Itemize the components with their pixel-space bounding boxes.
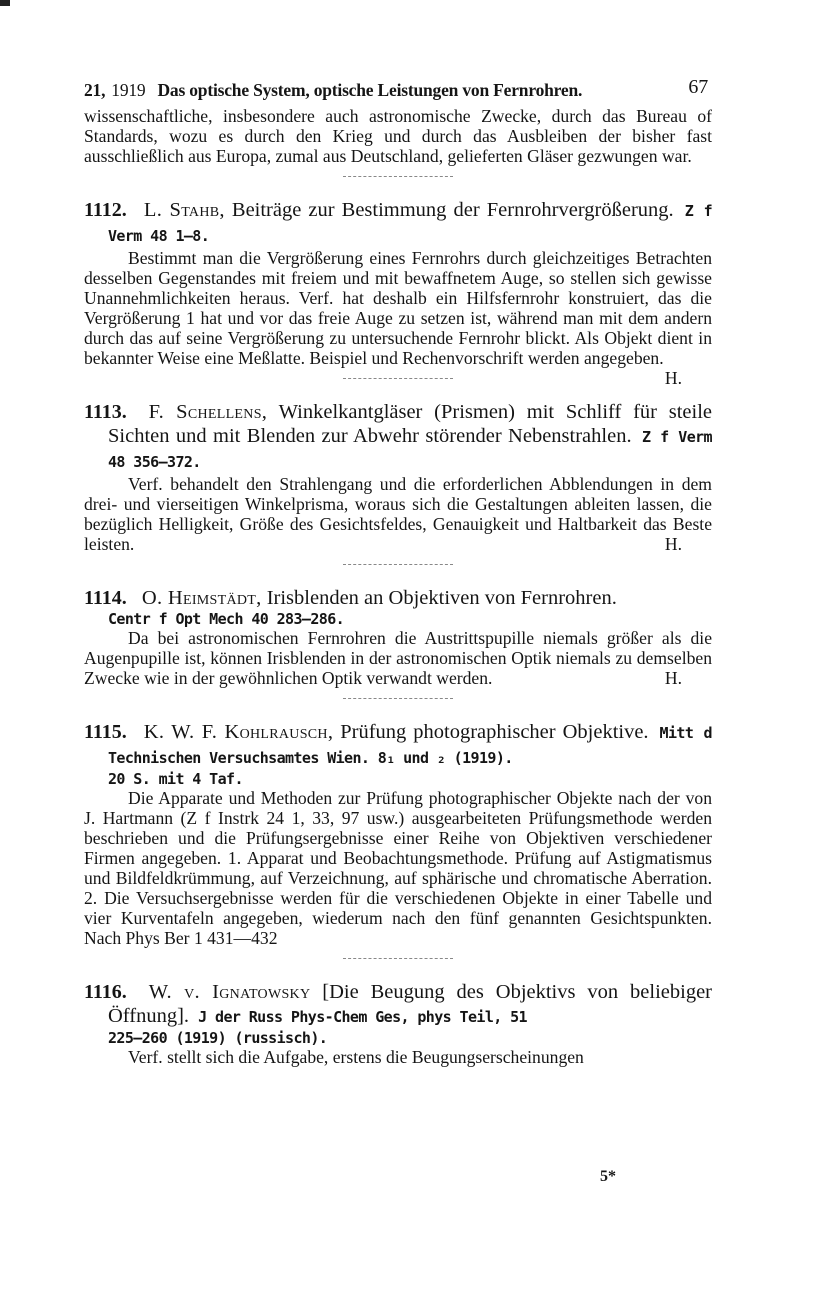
header-volume: 21, (84, 80, 106, 100)
running-header (84, 76, 712, 106)
section-divider (343, 698, 453, 700)
header-year: 1919 (111, 80, 146, 100)
header-left (84, 80, 582, 101)
entry-number: 1114. (84, 587, 127, 609)
entry-citation-extra: 225—260 (1919) (russisch). (108, 1029, 328, 1047)
intro-paragraph: wissenschaftliche, insbesondere auch astronomische Zwecke, durch das Bureau of Standards, wozu es durch den Krieg und durch das Ausbleiben der bisher fast ausschließlich aus Europa, zumal aus Deutschland, gelieferten Gläser gezwungen war. (84, 106, 712, 166)
entry-title: [Die Beugung des Objektivs von beliebiger Öffnung]. (108, 981, 712, 1027)
section-divider (343, 564, 453, 566)
entry-1112 (84, 198, 713, 388)
entry-body (84, 248, 712, 388)
entry-citation: Z f Verm 48 356—372. (108, 428, 712, 471)
entry-citation: J der Russ Phys-Chem Ges, phys Teil, 51 (198, 1008, 527, 1026)
entry-author: F. Schellens, (148, 401, 268, 423)
section-divider (343, 176, 453, 178)
entry-citation: Mitt d Technischen Versuchsamtes Wien. 8₁ und ₂ (1919). (108, 724, 712, 767)
entry-title: Winkelkantgläser (Prismen) mit Schliff für steile Sichten und mit Blenden zur Abwehr störender Nebenstrahlen. (108, 401, 712, 447)
entry-body-text: Verf. stellt sich die Aufgabe, erstens die Beugungserscheinungen (128, 1047, 584, 1067)
entry-author: L. Stahb, (143, 199, 225, 221)
section-divider (343, 378, 453, 380)
entry-author: O. Heimstädt, (141, 587, 262, 609)
entry-1115 (84, 720, 712, 960)
entry-body-text: Die Apparate und Methoden zur Prüfung photographischer Objekte nach der von J. Hartmann (Z f Instrk 24 1, 33, 97 usw.) ausgearbeiteten Prüfungsmethode werden beschrieben und die Prüfungsergebnisse einer Reihe von Objektiven verschiedener Firmen angegeben. 1. Apparat und Beobachtungsmethode. Prüfung auf Astigmatismus und Bildfeldkrümmung, auf Verzeichnung, auf sphärische und chromatische Aberration. 2. Die Versuchsergebnisse werden für die verschiedenen Objekte in einer Tabelle und vier Kurventafeln angegeben, wiederum nach den fünf genannten Gesichtspunkten. Nach Phys Ber 1 431—432 (84, 788, 712, 948)
section-divider (343, 958, 453, 960)
entry-body-text: Da bei astronomischen Fernrohren die Austrittspupille niemals größer als die Augenpupille ist, können Irisblenden in der astronomischen Optik niemals zu demselben Zwecke wie in der gewöhnlichen Optik verwandt werden. (84, 628, 712, 688)
entry-title: Beiträge zur Bestimmung der Fernrohrvergrößerung. (231, 199, 674, 221)
entry-1116 (84, 980, 712, 1067)
entry-1114 (84, 586, 712, 700)
entry-author: K. W. F. Kohlrausch, (143, 721, 334, 743)
entry-1113 (84, 400, 712, 566)
entry-body (84, 474, 712, 554)
entry-body-text: Verf. behandelt den Strahlengang und die erforderlichen Abblendungen in dem drei- und vierseitigen Winkelprisma, woraus sich die Gestaltungen ableiten lassen, die bezüglich Helligkeit, Größe des Gesichtsfeldes, Genauigkeit und Haltbarkeit das Beste leisten. (84, 474, 712, 554)
entry-heading (84, 400, 712, 474)
page-number: 67 (688, 76, 708, 98)
entry-body (84, 628, 712, 688)
entry-heading (84, 198, 712, 248)
entry-heading (84, 980, 712, 1029)
entry-citation: Z f Verm 48 1—8. (108, 202, 713, 245)
entry-body-text: Bestimmt man die Vergrößerung eines Fernrohrs durch gleichzeitiges Betrachten desselben Gegenstandes mit freiem und mit bewaffnetem Auge, so stellen sich gewisse Unannehmlichkeiten heraus. Verf. hat deshalb ein Hilfsfernrohr konstruiert, das die Vergrößerung 1 hat und vor das freie Auge zu setzen ist, während man mit dem andern durch das auf seine Vergrößerung zu untersuchende Fernrohr blickt. Als Objekt dient in bekannter Weise eine Meßlatte. Beispiel und Rechenvorschrift werden angegeben. (84, 248, 712, 368)
entry-number: 1116. (84, 981, 127, 1003)
entry-body (84, 1047, 712, 1067)
entry-number: 1115. (84, 721, 127, 743)
entry-title: Prüfung photographischer Objektive. (340, 721, 649, 743)
entry-body (84, 788, 712, 948)
entry-citation: Centr f Opt Mech 40 283—286. (108, 610, 345, 628)
entry-signature: H. (664, 668, 682, 688)
entry-heading (84, 720, 712, 770)
top-edge-mark (0, 0, 10, 6)
entry-signature: H. (664, 368, 682, 388)
entry-author: W. v. Ignatowsky (148, 981, 311, 1003)
signature-mark: 5* (600, 1168, 616, 1185)
entry-title: Irisblenden an Objektiven von Fernrohren. (266, 587, 617, 609)
entry-number: 1112. (84, 199, 127, 221)
entry-heading (84, 586, 712, 610)
entry-citation-extra: 20 S. mit 4 Taf. (108, 770, 243, 788)
entry-number: 1113. (84, 401, 127, 423)
page-content (84, 76, 712, 1067)
header-title: Das optische System, optische Leistungen von Fernrohren. (157, 80, 583, 100)
entry-signature: H. (664, 534, 682, 554)
